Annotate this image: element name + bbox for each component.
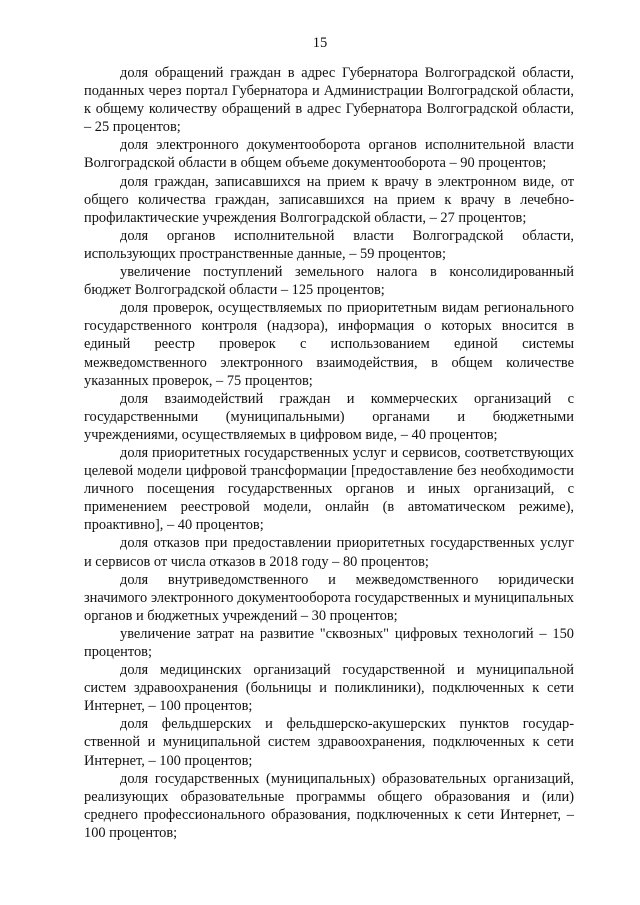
paragraph: доля электронного документооборота органов исполнительной власти Волгоградской области в общем объеме документооборота – 90 процентов; [84,137,574,172]
paragraph: доля фельдшерских и фельдшерско-акушерских пунктов государственной и муниципальной систем здравоохранения, подключенных к сети Интернет, – 100 процентов; [84,716,574,769]
paragraph: доля отказов при предоставлении приоритетных государственных услуг и сервисов от числа отказов в 2018 году – 80 процентов; [84,535,574,570]
paragraph: доля органов исполнительной власти Волгоградской области, использующих пространственные данные, – 59 процентов; [84,227,574,262]
paragraph: доля обращений граждан в адрес Губернатора Волгоградской области, поданных через портал Губернатора и Администрации Волгоградской области, к общему количеству обращений в адрес Губернатора Волгоградской области, – 25 процентов; [84,65,574,136]
paragraph: доля медицинских организаций государственной и муниципальной систем здравоохранения (больницы и поликлиники), подключенных к сети Интернет, – 100 процентов; [84,662,574,715]
paragraph: доля внутриведомственного и межведомственного юридически значимого электронного документооборота государственных и муниципальных органов и бюджетных учреждений – 30 процентов; [84,571,574,624]
document-body [84,64,574,842]
paragraph: доля государственных (муниципальных) образовательных организаций, реализующих образовательные программы общего образования и (или) среднего профессионального образования, подключенных к сети Интернет, – 100 процентов; [84,770,574,841]
paragraph: доля проверок, осуществляемых по приоритетным видам регионального государственного контроля (надзора), информация о которых вносится в единый реестр проверок с использованием единой системы межведомственного электронного взаимодействия, в общем количестве указанных проверок, – 75 процентов; [84,300,574,389]
page-number: 15 [312,35,328,51]
paragraph: доля взаимодействий граждан и коммерческих организаций с государственными (муниципальными) органами и бюджетными учреждениями, осуществляемых в цифровом виде, – 40 процентов; [84,390,574,443]
paragraph: увеличение затрат на развитие "сквозных" цифровых технологий – 150 процентов; [84,625,574,660]
paragraph: увеличение поступлений земельного налога в консолидированный бюджет Волгоградской области – 125 процентов; [84,264,574,299]
paragraph: доля граждан, записавшихся на прием к врачу в электронном виде, от общего количества граждан, записавшихся на прием к врачу в лечебно-профилактические учреждения Волгоградской области, – 27 процентов; [84,173,574,226]
paragraph: доля приоритетных государственных услуг и сервисов, соответствующих целевой модели цифровой трансформации [предоставление без необходимости личного посещения государственных органов и иных организаций, с применением реестровой модели, онлайн (в автоматическом режиме), проактивно], – 40 процентов; [84,444,574,534]
